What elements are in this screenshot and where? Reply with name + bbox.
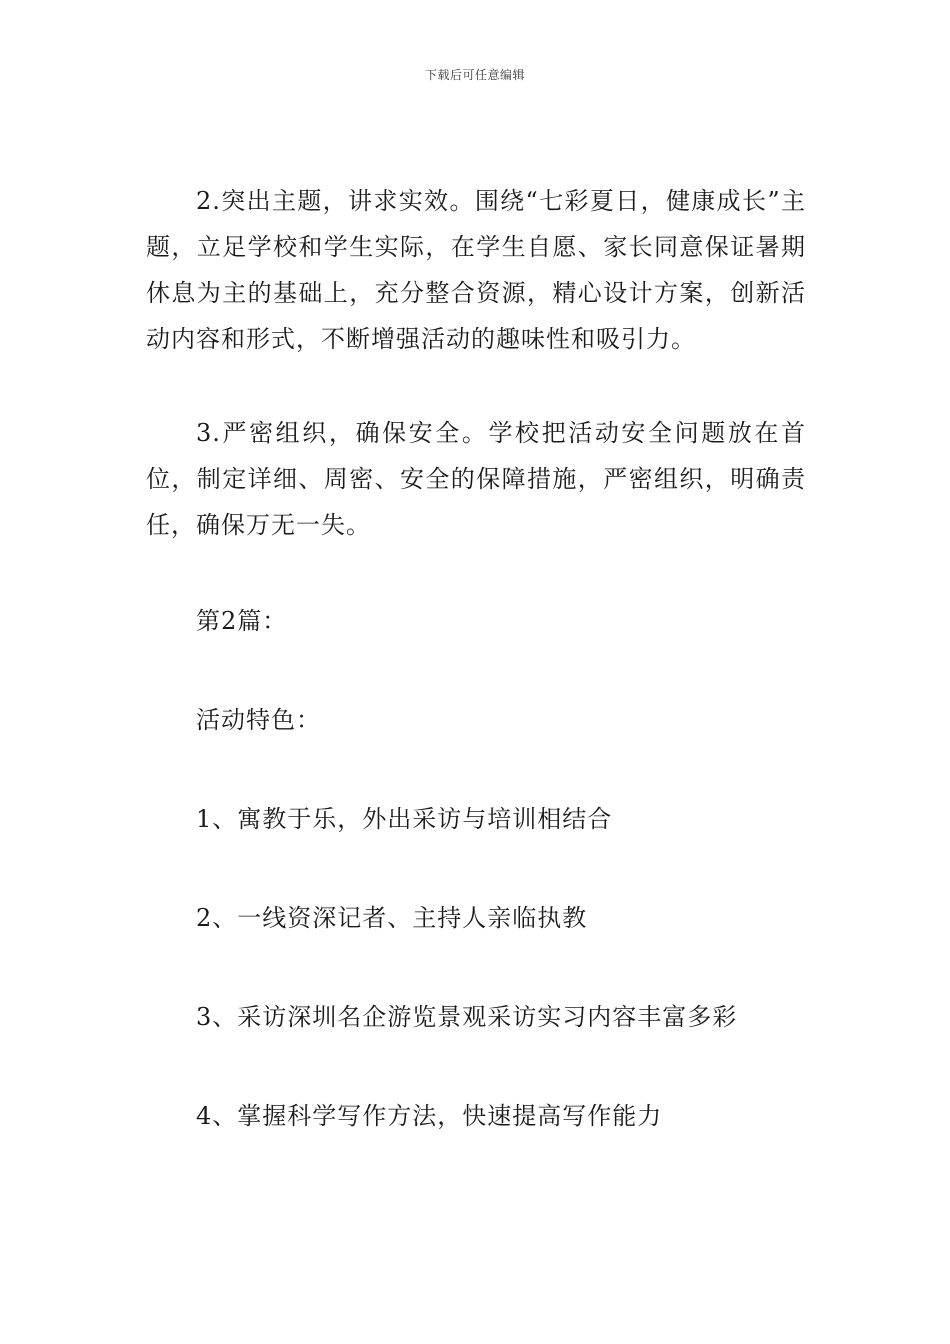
paragraph-safety: 3.严密组织，确保安全。学校把活动安全问题放在首位，制定详细、周密、安全的保障措施，严密组织，明确责任，确保万无一失。 bbox=[146, 419, 806, 539]
feature-item-3: 3、采访深圳名企游览景观采访实习内容丰富多彩 bbox=[196, 1003, 738, 1031]
header-note: 下载后可任意编辑 bbox=[424, 68, 525, 82]
section-heading: 第2篇： bbox=[196, 607, 288, 635]
feature-item-4: 4、掌握科学写作方法，快速提高写作能力 bbox=[196, 1102, 663, 1130]
feature-item-1: 1、寓教于乐，外出采访与培训相结合 bbox=[196, 805, 613, 833]
paragraph-highlight-theme: 2.突出主题，讲求实效。围绕“七彩夏日，健康成长”主题，立足学校和学生实际，在学生自愿、家长同意保证暑期休息为主的基础上，充分整合资源，精心设计方案，创新活动内容和形式，不断增强活动的趣味性和吸引力。 bbox=[146, 187, 806, 353]
document-body bbox=[146, 178, 806, 1192]
feature-item-2: 2、一线资深记者、主持人亲临执教 bbox=[196, 904, 588, 932]
features-heading: 活动特色： bbox=[196, 706, 321, 734]
